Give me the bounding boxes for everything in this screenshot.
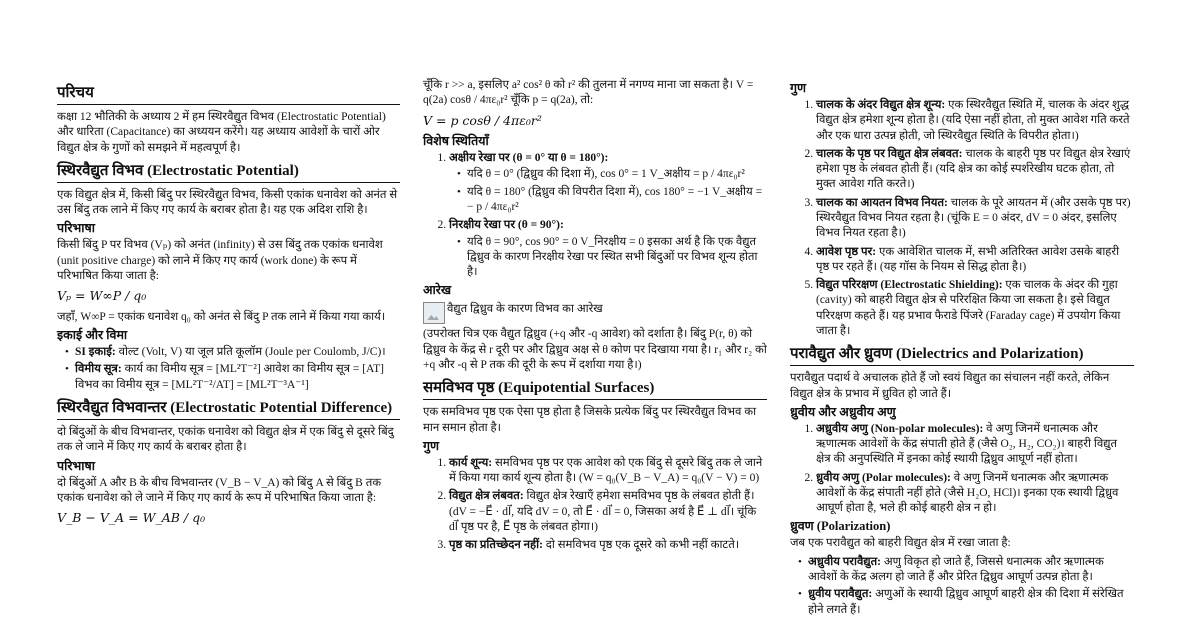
prop-text: समविभव पृष्ठ पर एक आवेश को एक बिंदु से दूसरे बिंदु तक ले जाने में किया गया कार्य शून्य होता है। (W = q₀(V_B − V_A) = q₀(V − V) = 0) — [449, 456, 763, 485]
list-item — [816, 422, 1134, 468]
list-item — [816, 147, 1134, 193]
prop-label: चालक के पृष्ठ पर विद्युत क्षेत्र लंबवत: — [816, 147, 963, 160]
diff-heading: स्थिरवैद्युत विभवान्तर (Electrostatic Potential Difference) — [57, 399, 400, 420]
prop-label: विद्युत क्षेत्र लंबवत: — [449, 490, 524, 503]
prop-text: चालक के बाहरी पृष्ठ पर विद्युत क्षेत्र रेखाएं हमेशा पृष्ठ के लंबवत होती हैं। (यदि क्षेत्र का कोई स्पर्शरेखीय घटक होता, तो मुक्त आवेश गति करते।) — [816, 147, 1131, 191]
equi-prop-list — [423, 456, 767, 554]
axial-title: अक्षीय रेखा पर (θ = 0° या θ = 180°): — [449, 152, 609, 165]
list-item — [816, 245, 1134, 276]
diff-def-heading: परिभाषा — [57, 458, 95, 473]
prop-text: चालक के पूरे आयतन में (और उसके पृष्ठ पर) स्थिरवैद्युत विभव नियत रहता है। (चूंकि E = 0 अंदर, dV = 0 अंदर, इसलिए विभव नियत रहता है।) — [816, 196, 1131, 240]
potential-text: एक विद्युत क्षेत्र में, किसी बिंदु पर स्थिरवैद्युत विभव, किसी एकांक धनावेश को अनंत से उस बिंदु तक लाने में किए गए कार्य के बराबर होता है। यह एक अदिश राशि है। — [57, 188, 398, 217]
column-right — [790, 78, 1134, 620]
unit-heading: इकाई और विमा — [57, 328, 128, 343]
column-left — [57, 78, 400, 532]
list-item — [449, 538, 767, 553]
formula-vp: Vₚ = W∞P / q₀ — [57, 288, 147, 304]
definition-text: किसी बिंदु P पर विभव (Vₚ) को अनंत (infinity) से उस बिंदु तक एकांक धनावेश (unit positive charge) को लाने में किए गए कार्य (work done) के रूप में परिभाषित किया जाता है: — [57, 239, 383, 282]
polarization-heading: ध्रुवण (Polarization) — [790, 519, 891, 534]
prop-heading: गुण — [423, 438, 440, 453]
list-item — [69, 362, 400, 393]
continued-text: चूँकि r >> a, इसलिए a² cos² θ को r² की तुलना में नगण्य माना जा सकता है। V = q(2a) cosθ / 4πε₀r² चूँकि p = q(2a), तो: — [423, 79, 754, 107]
molecule-text: वे अणु जिनमें धनात्मक और ऋणात्मक आवेशों के केंद्र संपाती होते हैं (जैसे O₂, H₂, CO₂)। बाहरी विद्युत क्षेत्र की अनुपस्थिति में इनका कोई स्थायी द्विध्रुव आघूर्ण नहीं होता। — [816, 422, 1118, 466]
prop-label: कार्य शून्य: — [449, 456, 493, 469]
potential-heading: स्थिरवैद्युत विभव (Electrostatic Potential) — [57, 162, 400, 183]
prop-label: पृष्ठ का प्रतिच्छेदन नहीं: — [449, 539, 543, 552]
polar-heading: ध्रुवीय और अध्रुवीय अणु — [790, 404, 896, 419]
definition-heading: परिभाषा — [57, 221, 95, 236]
si-text: वोल्ट (Volt, V) या जूल प्रति कूलॉम (Joule per Coulomb, J/C)। — [115, 346, 386, 359]
prop-text: दो समविभव पृष्ठ एक दूसरे को कभी नहीं काटते। — [542, 539, 740, 552]
figure-alt-text: वैद्युत द्विध्रुव के कारण विभव का आरेख — [447, 303, 603, 316]
figure-caption: (उपरोक्त चित्र एक वैद्युत द्विध्रुव (+q और -q आवेश) को दर्शाता है। बिंदु P(r, θ) को द्विध्रुव के केंद्र से r दूरी पर और द्विध्रुव अक्ष से θ कोण पर दिखाया गया है। r₁ और r₂ को +q और -q से P तक की दूरी के रूप में दर्शाया गया है।) — [423, 328, 767, 371]
prop-label: चालक का आयतन विभव नियत: — [816, 196, 948, 209]
polarization-list — [790, 555, 1134, 618]
polarization-text: जब एक परावैद्युत को बाहरी विद्युत क्षेत्र में रखा जाता है: — [790, 537, 1011, 550]
equi-heading: समविभव पृष्ठ (Equipotential Surfaces) — [423, 379, 767, 400]
props-heading: गुण — [790, 81, 807, 95]
list-item — [816, 98, 1134, 144]
dielectric-text: परावैद्युत पदार्थ वे अचालक होते हैं जो स्वयं विद्युत का संचालन नहीं करते, लेकिन विद्युत क्षेत्र के प्रभाव में ध्रुवित हो जाते हैं। — [790, 372, 1110, 400]
list-item — [449, 456, 767, 487]
si-label: SI इकाई: — [75, 346, 116, 359]
list-item — [802, 555, 1134, 586]
broken-image-icon — [423, 302, 445, 324]
column-middle — [423, 78, 767, 557]
prop-label: विद्युत परिरक्षण (Electrostatic Shielding): — [816, 279, 1003, 292]
dim-text: कार्य का विमीय सूत्र = [ML²T⁻²] आवेश का विमीय सूत्र = [AT] विभव का विमीय सूत्र = [ML²T⁻²/AT] = [ML²T⁻³A⁻¹] — [75, 363, 384, 391]
intro-heading: परिचय — [57, 84, 400, 105]
prop-label: आवेश पृष्ठ पर: — [816, 245, 877, 258]
equi-text: एक समविभव पृष्ठ एक ऐसा पृष्ठ होता है जिसके प्रत्येक बिंदु पर स्थिरवैद्युत विभव का मान समान होता है। — [423, 406, 757, 434]
molecule-list — [790, 422, 1134, 517]
list-item — [816, 196, 1134, 242]
list-item — [816, 278, 1134, 339]
dielectric-heading: परावैद्युत और ध्रुवण (Dielectrics and Polarization) — [790, 345, 1134, 366]
formula-vab: V_B − V_A = W_AB / q₀ — [57, 510, 206, 526]
list-item — [449, 489, 767, 535]
equatorial-sublist — [449, 235, 767, 281]
equatorial-title: निरक्षीय रेखा पर (θ = 90°): — [449, 219, 564, 232]
axial-sublist — [449, 167, 767, 215]
conductor-prop-list — [790, 98, 1134, 339]
list-item — [802, 587, 1134, 618]
formula-v: V = p cosθ / 4πε₀r² — [423, 112, 542, 128]
figure-heading: आरेख — [423, 283, 452, 298]
list-item — [69, 345, 400, 360]
diff-text: दो बिंदुओं के बीच विभवान्तर, एकांक धनावेश को विद्युत क्षेत्र में एक बिंदु से दूसरे बिंदु तक ले जाने में किए गए कार्य के बराबर होता है। — [57, 426, 394, 454]
pol-text: अणुओं के स्थायी द्विध्रुव आघूर्ण बाहरी क्षेत्र की दिशा में संरेखित होने लगते हैं। — [808, 588, 1124, 616]
prop-text: एक आवेशित चालक में, सभी अतिरिक्त आवेश उसके बाहरी पृष्ठ पर रहते हैं। (यह गॉस के नियम से सिद्ध होता है।) — [816, 245, 1120, 273]
pol-label: ध्रुवीय परावैद्युत: — [808, 588, 873, 601]
list-item — [449, 218, 767, 280]
list-item: • यदि θ = 180° (द्विध्रुव की विपरीत दिशा में), cos 180° = −1 V_अक्षीय = − p / 4πε₀r² — [461, 185, 767, 216]
molecule-text: वे अणु जिनमें धनात्मक और ऋणात्मक आवेशों के केंद्र संपाती नहीं होते (जैसे H₂O, HCl)। इनका एक स्थायी द्विध्रुव आघूर्ण होता है, भले ही कोई बाहरी क्षेत्र न हो। — [816, 471, 1119, 515]
molecule-label: अध्रुवीय अणु (Non-polar molecules): — [816, 422, 984, 435]
list-item: • यदि θ = 0° (द्विध्रुव की दिशा में), cos 0° = 1 V_अक्षीय = p / 4πε₀r² — [461, 167, 767, 182]
unit-list — [57, 345, 400, 393]
intro-text: कक्षा 12 भौतिकी के अध्याय 2 में हम स्थिरवैद्युत विभव (Electrostatic Potential) और धारिता (Capacitance) का अध्ययन करेंगे। यह अध्याय आवेशों के चारों ओर विद्युत क्षेत्र के गुणों को समझने में महत्वपूर्ण है। — [57, 111, 386, 154]
figure — [423, 302, 767, 324]
special-list — [423, 151, 767, 280]
pol-text: अणु विकृत हो जाते हैं, जिससे धनात्मक और ऋणात्मक आवेशों के केंद्र अलग हो जाते हैं और प्रेरित द्विध्रुव आघूर्ण उत्पन्न होता है। — [808, 555, 1104, 584]
prop-text: एक चालक के अंदर की गुहा (cavity) को बाहरी विद्युत क्षेत्र से परिरक्षित किया जा सकता है। इसे विद्युत परिरक्षण कहते हैं। यह प्रभाव फैराडे पिंजरे (Faraday cage) में उपयोग किया जाता है। — [816, 279, 1121, 337]
list-item — [816, 471, 1134, 517]
prop-label: चालक के अंदर विद्युत क्षेत्र शून्य: — [816, 99, 946, 111]
list-item — [449, 151, 767, 215]
prop-text: एक स्थिरवैद्युत स्थिति में, चालक के अंदर शुद्ध विद्युत क्षेत्र हमेशा शून्य होता है। (यदि ऐसा नहीं होता, तो मुक्त आवेश गति करते और एक धारा उत्पन्न होती, जो स्थिरवैद्युत स्थिति के विपरीत होता।) — [816, 99, 1130, 142]
prop-text: विद्युत क्षेत्र रेखाएँ हमेशा समविभव पृष्ठ के लंबवत होती हैं। (dV = −E⃗ · dl⃗, यदि dV = 0, तो E⃗ · dl⃗ = 0, जिसका अर्थ है E⃗ ⊥ dl⃗। चूंकि dl⃗ पृष्ठ पर है, E⃗ पृष्ठ के लंबवत होगा।) — [449, 490, 757, 533]
pol-label: अध्रुवीय परावैद्युत: — [808, 555, 882, 568]
dim-label: विमीय सूत्र: — [75, 363, 122, 376]
special-heading: विशेष स्थितियाँ — [423, 134, 489, 149]
list-item: • यदि θ = 90°, cos 90° = 0 V_निरक्षीय = 0 इसका अर्थ है कि एक वैद्युत द्विध्रुव के कारण निरक्षीय रेखा पर स्थित सभी बिंदुओं पर विभव शून्य होता है। — [461, 235, 767, 281]
diff-def-text: दो बिंदुओं A और B के बीच विभवान्तर (V_B − V_A) को बिंदु A से बिंदु B तक एकांक धनावेश को ले जाने में किए गए कार्य के रूप में परिभाषित किया जाता है: — [57, 476, 382, 504]
where-text: जहाँ, W∞P = एकांक धनावेश q₀ को अनंत से बिंदु P तक लाने में किया गया कार्य। — [57, 310, 386, 323]
molecule-label: ध्रुवीय अणु (Polar molecules): — [816, 471, 951, 484]
